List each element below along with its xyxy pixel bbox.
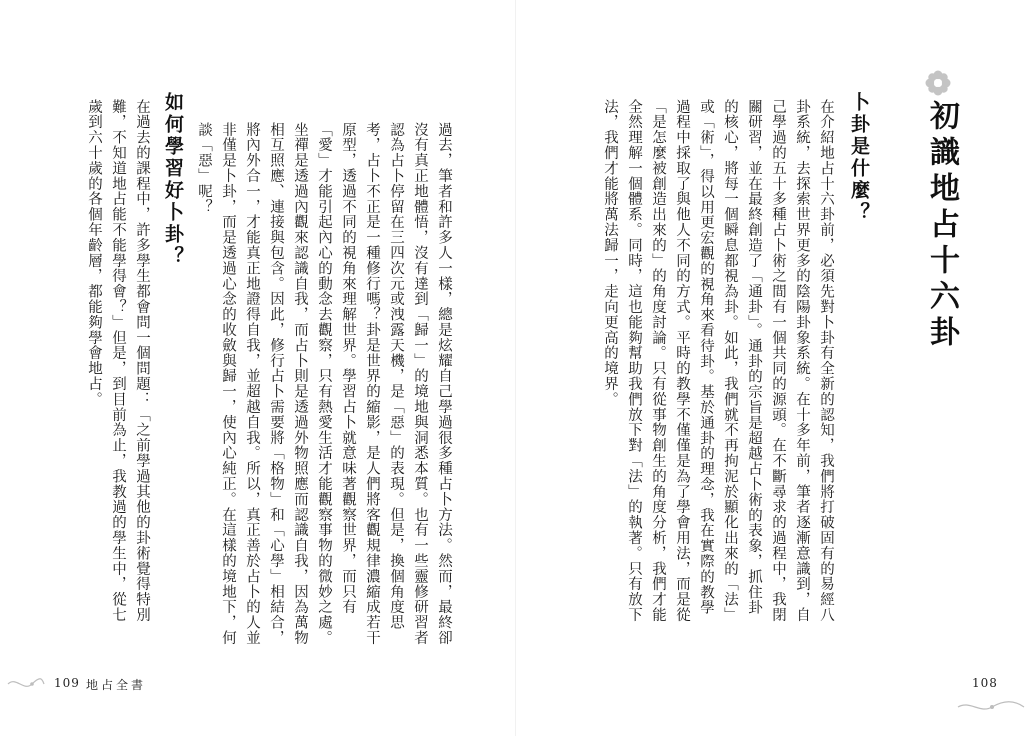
body-paragraph: 在過去的課程中，許多學生都會問一個問題：「之前學過其他的卦術覺得特別難，不知道地占能不能學得會？」但是，到目前為止，我教過的學生中，從七歲到六十歲的各個年齡層，都能夠學會地占。	[86, 99, 150, 623]
section-title-how-to-learn: 如何學習好卜卦？	[162, 92, 184, 268]
swirl-ornament-icon	[956, 700, 1026, 714]
right-page	[516, 0, 1031, 736]
page-number: 108	[972, 676, 998, 690]
gutter	[515, 0, 516, 736]
page-number: 109	[54, 676, 80, 690]
chapter-title: 初識地占十六卦	[924, 100, 959, 352]
section-title-what-is-divination: 卜卦是什麼？	[848, 92, 870, 224]
left-page	[0, 0, 515, 736]
body-paragraph: 在介紹地占十六卦前，必須先對卜卦有全新的認知，我們將打破固有的易經八卦系統，去探索世界更多的陰陽卦象系統。在十多年前，筆者逐漸意識到，自己學過的五十多種占卜術之間有一個共同的源頭。在不斷尋求的過程中，我閉關研習，並在最終創造了「通卦」。通卦的宗旨是超越占卜術的表象，抓住卦的核心，將每一個瞬息都視為卦。如此，我們就不再拘泥於顯化出來的「法」或「術」，得以用更宏觀的視角來看待卦。基於通卦的理念，我在實際的教學過程中採取了與他人不同的方式。平時的教學不僅僅是為了學會用法，而是從「是怎麼被創造出來的」的角度討論。只有從事物創生的角度分析，我們才能全然理解一個體系。同時，這也能夠幫助我們放下對「法」的執著。只有放下法，我們才能將萬法歸一，走向更高的境界。	[602, 99, 834, 623]
running-head: 地占全書	[86, 678, 147, 692]
swirl-ornament-icon	[6, 676, 46, 692]
flower-icon	[925, 70, 951, 96]
body-paragraph: 過去，筆者和許多人一樣，總是炫耀自己學過很多種占卜方法。然而，最終卻沒有真正地體悟，沒有達到「歸一」的境地與洞悉本質。也有一些靈修研習者認為占卜停留在三四次元或洩露天機，是「惡」的表現。但是，換個角度思考，占卜不正是一種修行嗎？卦是世界的縮影，是人們將客觀規律濃縮成若干原型，透過不同的視角來理解世界。學習占卜就意味著觀察世界，而只有「愛」才能引起內心的動念去觀察，只有熱愛生活才能觀察事物的微妙之處。坐禪是透過內觀來認識自我，而占卜則是透過外物照應而認識自我，因為萬物相互照應、連接與包含。因此，修行占卜需要將「格物」和「心學」相結合，將內外合一，才能真正地證得自我，並超越自我。所以，真正善於占卜的人並非僅是卜卦，而是透過心念的收斂與歸一，使內心純正。在這樣的境地下，何談「惡」呢？	[196, 122, 452, 646]
